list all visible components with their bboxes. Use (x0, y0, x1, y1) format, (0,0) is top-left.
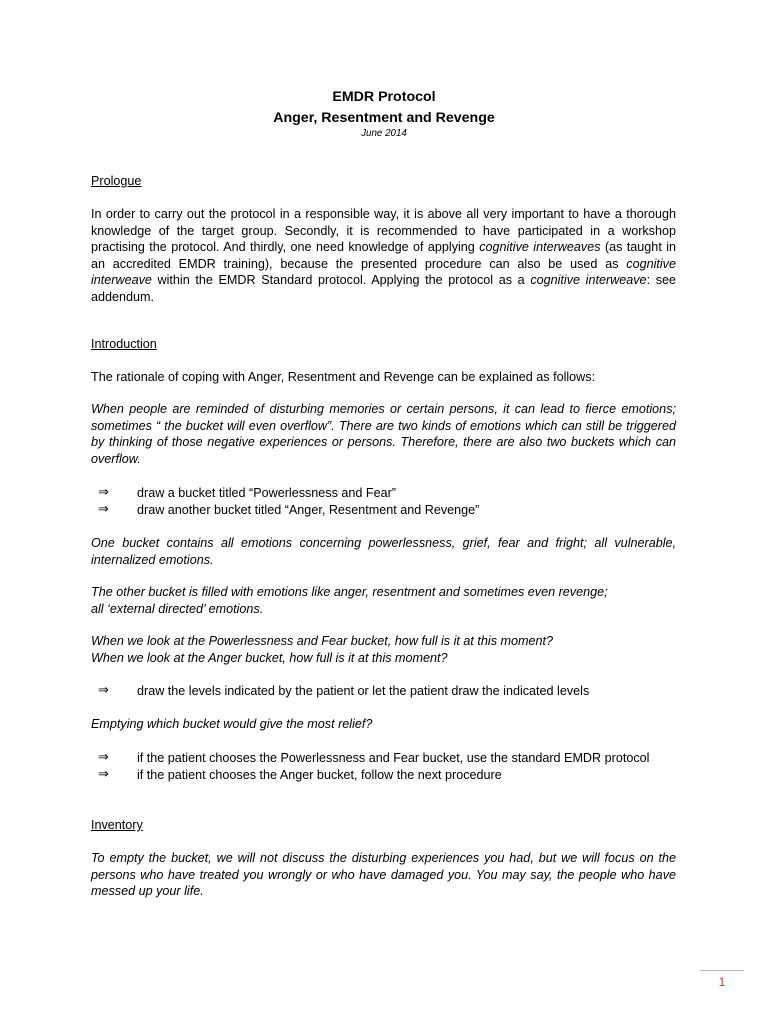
prologue-text-4: : see addendum. (91, 273, 676, 304)
document-title: EMDR Protocol (332, 89, 436, 105)
prologue-text-3: within the EMDR Standard protocol. Applying the protocol as a (151, 273, 531, 288)
introduction-paragraph-3 (91, 584, 676, 617)
arrow-icon: ⇒ (98, 750, 109, 765)
list-item (91, 767, 676, 784)
list-item-text: draw the levels indicated by the patient or let the patient draw the indicated levels (137, 684, 590, 698)
page-number: 1 (718, 975, 726, 989)
prologue-term-1: cognitive interweaves (479, 240, 601, 255)
prologue-text-2: (as taught in an accredited EMDR training), because the presented procedure can also be used as (91, 240, 677, 271)
arrow-icon: ⇒ (98, 485, 109, 500)
introduction-paragraph-1: When people are reminded of disturbing memories or certain persons, it can lead to fierce emotions; sometimes “ the bucket will even overflow”. There are two kinds of emotions which can still be triggered by thinking of those negative experiences or persons. Therefore, there are also two buckets which can overflow. (91, 402, 676, 466)
prologue-paragraph (91, 206, 676, 306)
list-item (91, 485, 676, 502)
paragraph-3-line-2: all ‘external directed’ emotions. (91, 601, 264, 616)
arrow-icon: ⇒ (98, 683, 109, 698)
list-item (91, 683, 676, 700)
introduction-paragraph-5: Emptying which bucket would give the most relief? (91, 717, 373, 731)
introduction-heading: Introduction (91, 337, 157, 351)
prologue-term-2: cognitive interweave (91, 256, 676, 288)
prologue-heading: Prologue (91, 174, 142, 188)
document-subtitle: Anger, Resentment and Revenge (273, 110, 495, 126)
document-date: June 2014 (361, 128, 407, 139)
prologue-text-1: In order to carry out the protocol in a responsible way, it is above all very important to have a thorough knowledge of the target group. Secondly, it is recommended to have participated in a workshop practising the protocol. And thirdly, one need knowledge of applying (91, 207, 676, 255)
introduction-rationale: The rationale of coping with Anger, Resentment and Revenge can be explained as follows: (91, 370, 596, 384)
list-item-text: if the patient chooses the Powerlessness and Fear bucket, use the standard EMDR protocol (137, 751, 650, 765)
paragraph-4-line-1: When we look at the Powerlessness and Fear bucket, how full is it at this moment? (91, 634, 553, 648)
list-item-text: draw another bucket titled “Anger, Resentment and Revenge” (137, 503, 480, 517)
list-item (91, 502, 676, 519)
introduction-paragraph-2: One bucket contains all emotions concerning powerlessness, grief, fear and fright; all vulnerable, internalized emotions. (91, 536, 676, 567)
inventory-paragraph-1: To empty the bucket, we will not discuss the disturbing experiences you had, but we will focus on the persons who have treated you wrongly or who have damaged you. You may say, the people who have messed up your life. (91, 851, 676, 899)
list-item-text: draw a bucket titled “Powerlessness and Fear” (137, 486, 396, 500)
list-item (91, 750, 676, 767)
paragraph-3-line-1: The other bucket is filled with emotions like anger, resentment and sometimes even revenge; (91, 585, 608, 599)
inventory-heading: Inventory (91, 818, 143, 832)
prologue-term-3: cognitive interweave (530, 273, 647, 288)
introduction-paragraph-4 (91, 633, 676, 666)
paragraph-4-line-2: When we look at the Anger bucket, how full is it at this moment? (91, 650, 448, 665)
list-item-text: if the patient chooses the Anger bucket, follow the next procedure (137, 768, 502, 782)
arrow-icon: ⇒ (98, 502, 109, 517)
arrow-icon: ⇒ (98, 767, 109, 782)
footer-divider (700, 970, 744, 971)
